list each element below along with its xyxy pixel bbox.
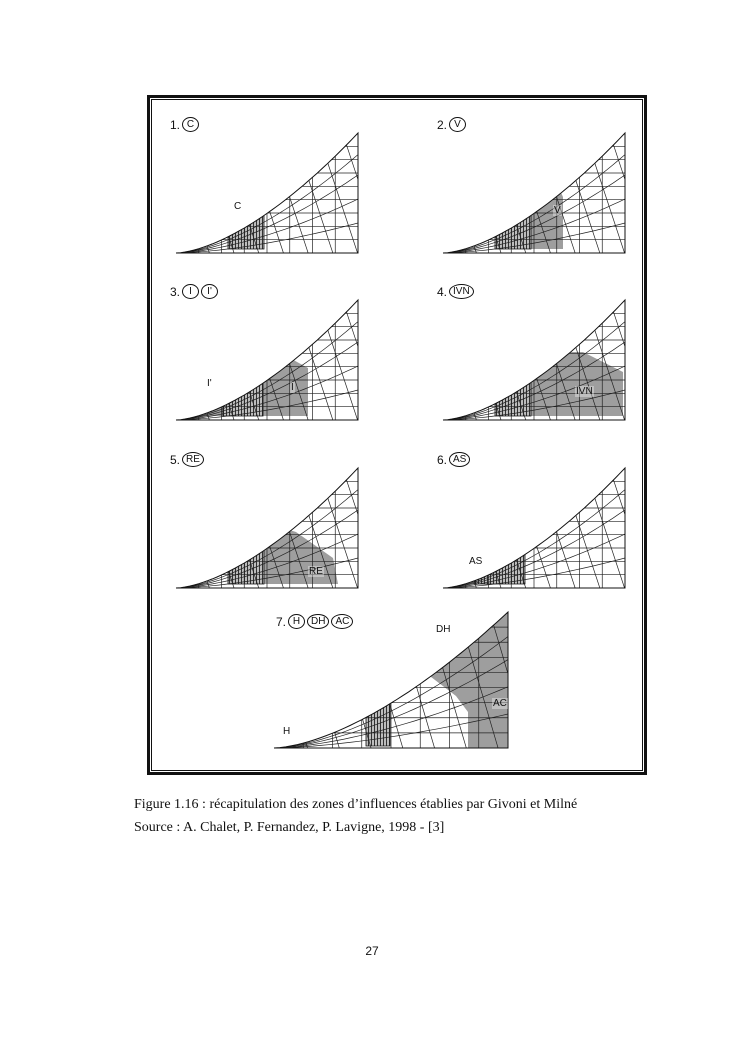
circled-zone-code: I — [182, 284, 199, 299]
panel-number: 7. — [276, 614, 287, 629]
panel-label — [276, 614, 353, 629]
circled-zone-code: IVN — [449, 284, 474, 299]
panel-number: 2. — [437, 117, 448, 132]
panel-label — [437, 117, 466, 132]
panel-1-comfort — [168, 113, 378, 263]
zone-label: AC — [493, 698, 507, 709]
circled-zone-code: H — [288, 614, 305, 629]
panel-label — [170, 452, 204, 467]
zone-label: AS — [469, 556, 483, 567]
panel-number: 6. — [437, 452, 448, 467]
panel-label — [170, 117, 199, 132]
panel-label — [170, 284, 218, 299]
psychrometric-chart — [168, 280, 378, 430]
psychrometric-chart — [268, 608, 528, 758]
circled-zone-code: RE — [182, 452, 204, 467]
circled-zone-code: DH — [307, 614, 329, 629]
panel-7-heating-dehumidification-ac — [268, 608, 528, 758]
zone-label: DH — [436, 624, 451, 635]
page-number: 27 — [365, 944, 379, 958]
panel-number: 5. — [170, 452, 181, 467]
psychrometric-chart — [168, 448, 378, 598]
circled-zone-code: I' — [201, 284, 218, 299]
panel-6-solar-gains — [435, 448, 645, 598]
zone-label: I — [291, 382, 294, 393]
circled-zone-code: C — [182, 117, 199, 132]
circled-zone-code: AC — [331, 614, 353, 629]
psychrometric-chart — [435, 280, 645, 430]
panel-label — [437, 284, 474, 299]
circled-zone-code: V — [449, 117, 466, 132]
panel-5-evaporative-cooling — [168, 448, 378, 598]
panel-number: 3. — [170, 284, 181, 299]
panel-4-inertia-night-ventilation — [435, 280, 645, 430]
psychrometric-chart — [168, 113, 378, 263]
figure-caption: Figure 1.16 : récapitulation des zones d’influences établies par Givoni et Milné — [134, 797, 578, 812]
zone-label: RE — [309, 566, 323, 577]
psychrometric-chart — [435, 113, 645, 263]
panel-2-ventilation — [435, 113, 645, 263]
zone-label: C — [234, 201, 242, 212]
zone-label: V — [554, 205, 561, 216]
panel-number: 4. — [437, 284, 448, 299]
panel-3-inertia — [168, 280, 378, 430]
psychrometric-chart — [435, 448, 645, 598]
circled-zone-code: AS — [449, 452, 470, 467]
panel-number: 1. — [170, 117, 181, 132]
zone-label: IVN — [576, 386, 593, 397]
panel-label — [437, 452, 470, 467]
figure-source: Source : A. Chalet, P. Fernandez, P. Lavigne, 1998 - [3] — [134, 820, 445, 835]
zone-label: I' — [207, 378, 212, 389]
figure-frame — [147, 95, 647, 775]
zone-label: H — [283, 726, 291, 737]
